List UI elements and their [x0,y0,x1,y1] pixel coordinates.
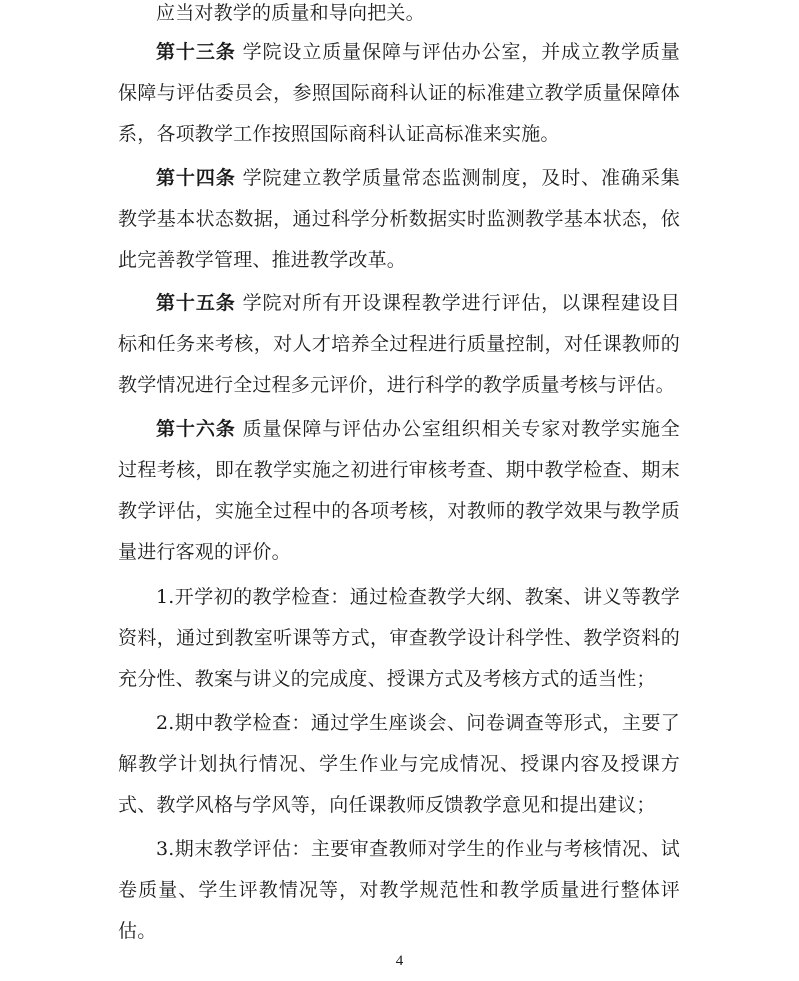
paragraph-text: 学院建立教学质量常态监测制度，及时、准确采集教学基本状态数据，通过科学分析数据实时监测教学基本状态，依此完善教学管理、推进教学改革。 [118,167,680,271]
article-label: 第十五条 [156,292,236,314]
list-item-3 [118,829,680,952]
paragraph-text: 应当对教学的质量和导向把关。 [156,2,425,24]
article-13 [118,32,680,155]
paragraph-continuation [118,0,680,34]
paragraph-text: 1.开学初的教学检查：通过检查教学大纲、教案、讲义等教学资料，通过到教室听课等方式，审查教学设计科学性、教学资料的充分性、教案与讲义的完成度、授课方式及考核方式的适当性； [118,586,680,690]
article-label: 第十三条 [156,41,236,63]
paragraph-text: 学院设立质量保障与评估办公室，并成立教学质量保障与评估委员会，参照国际商科认证的标准建立教学质量保障体系，各项教学工作按照国际商科认证高标准来实施。 [118,41,680,145]
list-item-2 [118,703,680,826]
article-14 [118,158,680,281]
article-label: 第十四条 [156,167,236,189]
page-number: 4 [395,953,404,969]
paragraph-text: 3.期末教学评估：主要审查教师对学生的作业与考核情况、试卷质量、学生评教情况等，对教学规范性和教学质量进行整体评估。 [118,838,680,942]
article-label: 第十六条 [156,418,236,440]
list-item-1 [118,577,680,700]
paragraph-text: 质量保障与评估办公室组织相关专家对教学实施全过程考核，即在教学实施之初进行审核考查、期中教学检查、期末教学评估，实施全过程中的各项考核，对教师的教学效果与教学质量进行客观的评价。 [118,418,680,563]
article-15 [118,283,680,406]
article-16 [118,409,680,573]
paragraph-text: 学院对所有开设课程教学进行评估，以课程建设目标和任务来考核，对人才培养全过程进行质量控制，对任课教师的教学情况进行全过程多元评价，进行科学的教学质量考核与评估。 [118,292,680,396]
paragraph-text: 2.期中教学检查：通过学生座谈会、问卷调查等形式，主要了解教学计划执行情况、学生作业与完成情况、授课内容及授课方式、教学风格与学风等，向任课教师反馈教学意见和提出建议； [118,712,680,816]
